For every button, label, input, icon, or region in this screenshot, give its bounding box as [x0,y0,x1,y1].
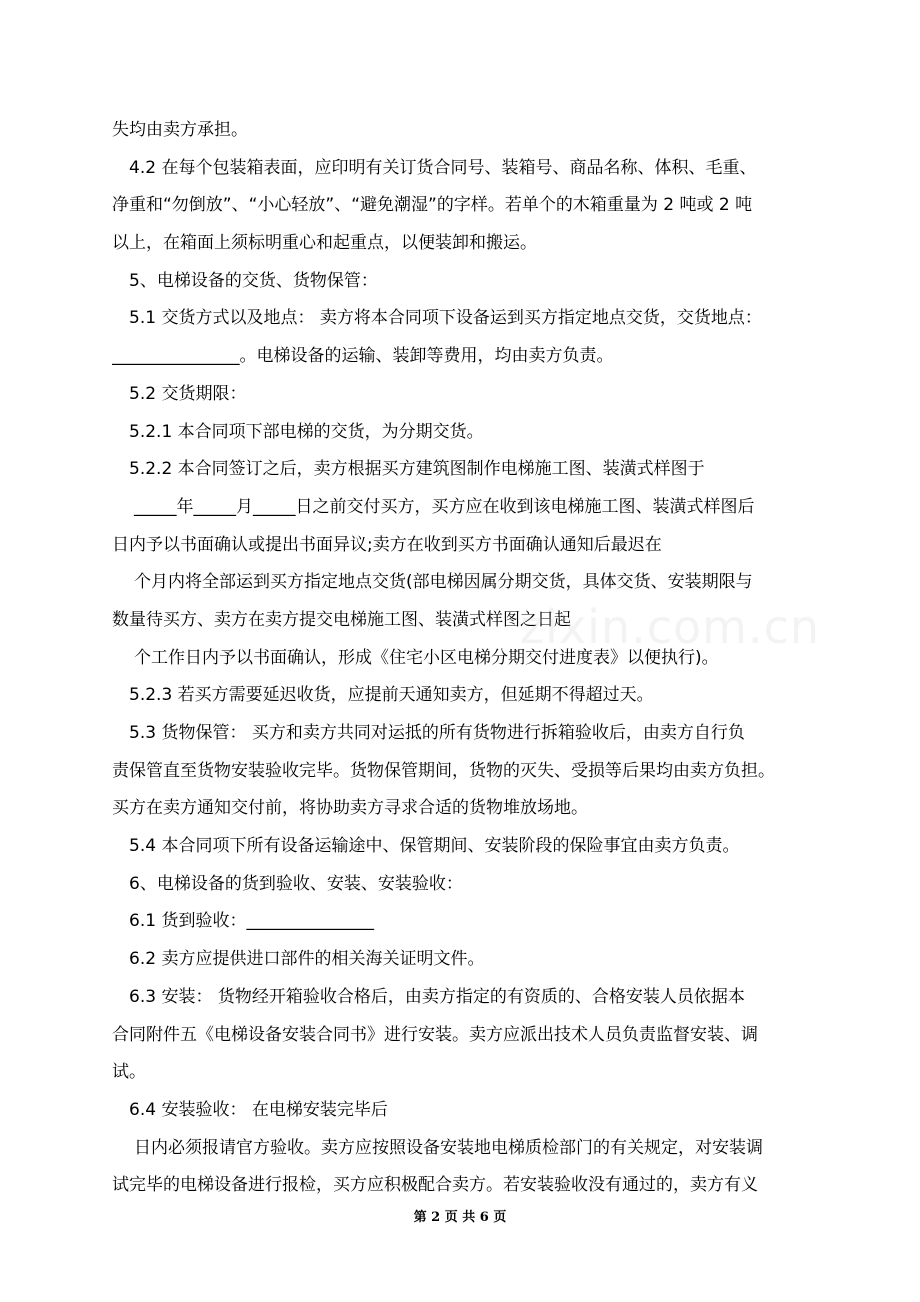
paragraph-line: 5.2.1 本合同项下部电梯的交货，为分期交货。 [129,421,484,442]
watermark: zixin.com.cn [520,600,821,654]
section-heading: 6、电梯设备的货到验收、安装、安装验收： [129,873,463,894]
paragraph-line: 4.2 在每个包装箱表面，应印明有关订货合同号、装箱号、商品名称、体积、毛重、 [129,157,757,178]
paragraph-line: 合同附件五《电梯设备安装合同书》进行安装。卖方应派出技术人员负责监督安装、调 [112,1024,758,1045]
paragraph-line: 5.1 交货方式以及地点： 卖方将本合同项下设备运到买方指定地点交货，交货地点： [129,308,762,329]
paragraph-line: 5.2 交货期限： [129,383,247,404]
paragraph-line: 责保管直至货物安装验收完毕。货物保管期间，货物的灭失、受损等后果均由卖方负担。 [112,760,775,781]
paragraph-line: 个月内将全部运到买方指定地点交货(部电梯因属分期交货，具体交货、安装期限与 [134,572,753,593]
paragraph-line: _____年_____月_____日之前交付买方，买方应在收到该电梯施工图、装潢式样图后 [134,496,755,517]
paragraph-line: 个工作日内予以书面确认，形成《住宅小区电梯分期交付进度表》以便执行)。 [134,647,719,668]
paragraph-line: 日内予以书面确认或提出书面异议;卖方在收到买方书面确认通知后最迟在 [112,534,662,555]
paragraph-line: 数量待买方、卖方在卖方提交电梯施工图、装潢式样图之日起 [112,609,571,630]
paragraph-line: 试完毕的电梯设备进行报检，买方应积极配合卖方。若安装验收没有通过的，卖方有义 [112,1175,758,1196]
paragraph-line: 5.2.3 若买方需要延迟收货，应提前天通知卖方，但延期不得超过天。 [129,685,654,706]
paragraph-line: 5.4 本合同项下所有设备运输途中、保管期间、安装阶段的保险事宜由卖方负责。 [129,836,740,857]
paragraph-line: 净重和“勿倒放”、“小心轻放”、“避免潮湿”的字样。若单个的木箱重量为 2 吨或 2 吨 [112,195,753,216]
paragraph-line: 以上，在箱面上须标明重心和起重点，以便装卸和搬运。 [112,233,537,254]
paragraph-line: 6.2 卖方应提供进口部件的相关海关证明文件。 [129,949,485,970]
paragraph-line: 日内必须报请官方验收。卖方应按照设备安装地电梯质检部门的有关规定，对安装调 [134,1137,763,1158]
paragraph-line: 失均由卖方承担。 [112,120,248,140]
body-text [112,112,824,1205]
paragraph-line: _______________。电梯设备的运输、装卸等费用，均由卖方负责。 [112,346,614,367]
paragraph-line: 试。 [112,1062,146,1083]
paragraph-line: 买方在卖方通知交付前，将协助卖方寻求合适的货物堆放场地。 [112,798,588,819]
paragraph-line: 6.1 货到验收：_______________ [129,911,374,932]
paragraph-line: 6.4 安装验收： 在电梯安装完毕后 [129,1099,388,1120]
section-heading: 5、电梯设备的交货、货物保管： [129,270,378,291]
paragraph-line: 5.3 货物保管： 买方和卖方共同对运抵的所有货物进行拆箱验收后，由卖方自行负 [129,723,745,743]
page-footer: 第 2 页 共 6 页 [413,1210,507,1225]
paragraph-line: 6.3 安装： 货物经开箱验收合格后，由卖方指定的有资质的、合格安装人员依据本 [129,986,745,1007]
paragraph-line: 5.2.2 本合同签订之后，卖方根据买方建筑图制作电梯施工图、装潢式样图于 [129,459,705,480]
